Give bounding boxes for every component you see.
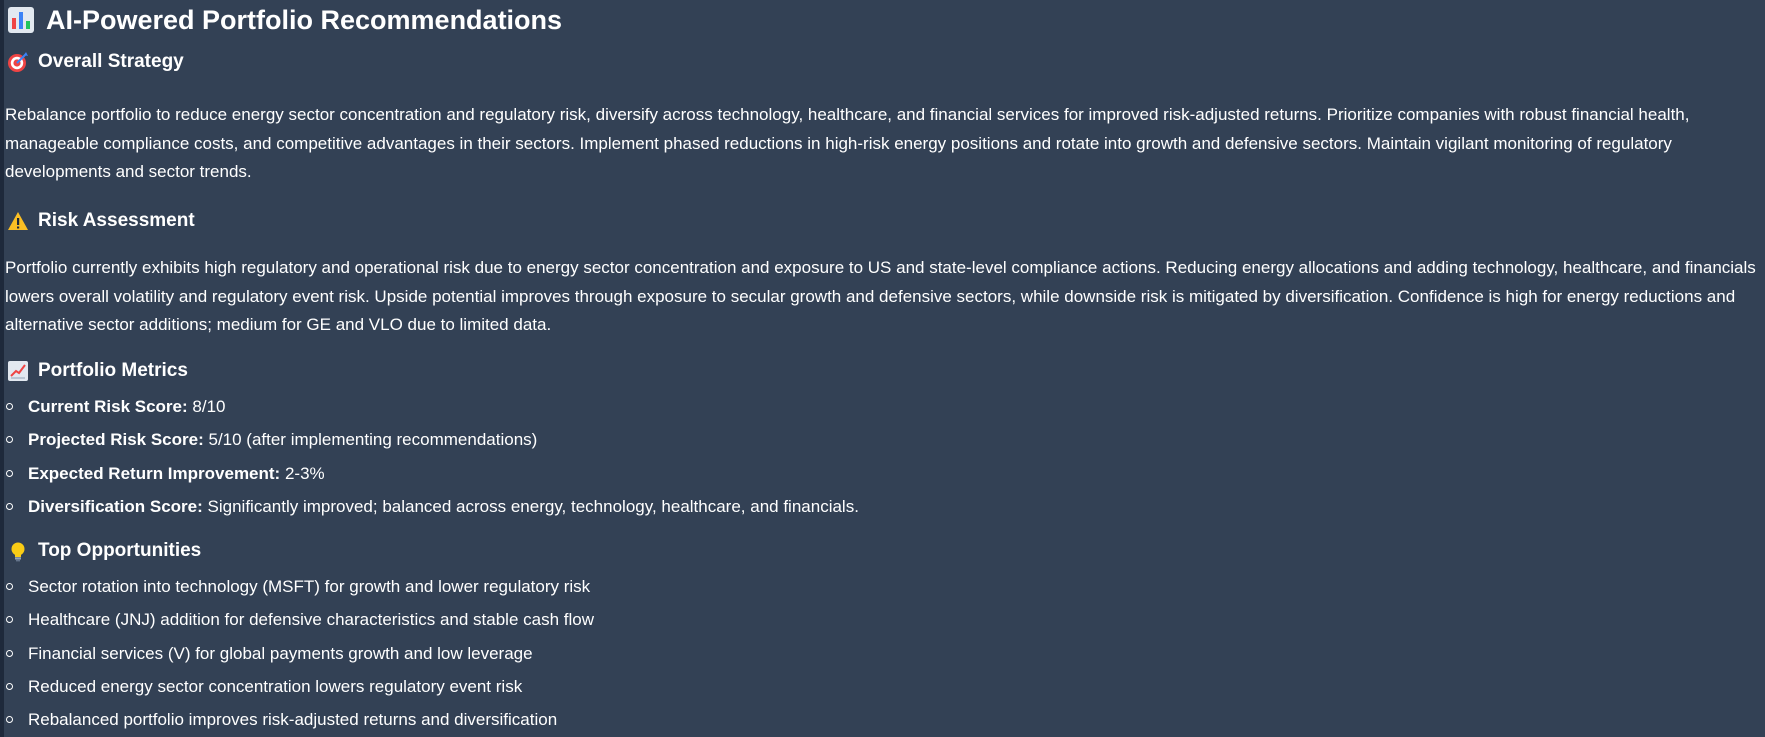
bar-chart-icon bbox=[7, 6, 35, 34]
metric-projected-risk bbox=[5, 423, 1757, 456]
bullet-icon bbox=[6, 470, 13, 477]
risk-heading-text: Risk Assessment bbox=[38, 210, 195, 231]
opportunity-item bbox=[5, 637, 1757, 670]
metric-expected-return bbox=[5, 457, 1757, 490]
bullet-icon bbox=[6, 716, 13, 723]
opportunities-heading-text: Top Opportunities bbox=[38, 540, 202, 561]
risk-text: Portfolio currently exhibits high regulatory and operational risk due to energy sector concentration and exposure to US and state-level compliance actions. Reducing energy allocations and adding technology, healthcare, and financials lowers overall volatility and regulatory event risk. Upside potential improves through exposure to secular growth and defensive sectors, while downside risk is mitigated by diversification. Confidence is high for energy reductions and alternative sector additions; medium for GE and VLO due to limited data. bbox=[5, 258, 1756, 334]
chart-increasing-icon bbox=[7, 360, 29, 382]
opportunity-item bbox=[5, 570, 1757, 603]
page-title-text: AI-Powered Portfolio Recommendations bbox=[46, 5, 563, 35]
opportunity-text: Financial services (V) for global payments growth and low leverage bbox=[28, 643, 533, 663]
bullet-icon bbox=[6, 403, 13, 410]
opportunity-text: Rebalanced portfolio improves risk-adjusted returns and diversification bbox=[28, 710, 558, 730]
opportunity-text: Healthcare (JNJ) addition for defensive characteristics and stable cash flow bbox=[28, 610, 594, 630]
strategy-heading bbox=[7, 49, 184, 75]
opportunity-item bbox=[5, 670, 1757, 703]
metrics-heading-text: Portfolio Metrics bbox=[38, 360, 188, 381]
left-edge-border bbox=[0, 0, 4, 737]
warning-icon bbox=[7, 210, 29, 232]
light-bulb-icon bbox=[7, 540, 29, 562]
metric-value: 2-3% bbox=[284, 463, 325, 483]
opportunities-list bbox=[5, 570, 1757, 736]
direct-hit-icon bbox=[7, 51, 29, 73]
bullet-icon bbox=[6, 616, 13, 623]
metric-diversification bbox=[5, 490, 1757, 523]
metric-value: Significantly improved; balanced across energy, technology, healthcare, and financials. bbox=[207, 496, 859, 516]
bullet-icon bbox=[6, 683, 13, 690]
metrics-list bbox=[5, 390, 1757, 523]
metric-current-risk bbox=[5, 390, 1757, 423]
strategy-heading-text: Overall Strategy bbox=[38, 51, 184, 72]
opportunity-item bbox=[5, 703, 1757, 736]
bullet-icon bbox=[6, 583, 13, 590]
metric-label: Current Risk Score: bbox=[28, 397, 188, 416]
opportunity-text: Sector rotation into technology (MSFT) for growth and lower regulatory risk bbox=[28, 577, 591, 596]
bullet-icon bbox=[6, 503, 13, 510]
metric-value: 5/10 (after implementing recommendations) bbox=[208, 430, 538, 450]
opportunity-item bbox=[5, 603, 1757, 636]
page-title bbox=[7, 2, 562, 38]
strategy-text: Rebalance portfolio to reduce energy sector concentration and regulatory risk, diversify across technology, healthcare, and financial services for improved risk-adjusted returns. Prioritize companies with robust financial health, manageable compliance costs, and competitive advantages in their sectors. Implement phased reductions in high-risk energy positions and rotate into growth and defensive sectors. Maintain vigilant monitoring of regulatory developments and sector trends. bbox=[5, 105, 1690, 181]
opportunities-heading bbox=[7, 538, 201, 564]
opportunity-text: Reduced energy sector concentration lowers regulatory event risk bbox=[28, 676, 523, 696]
metric-label: Diversification Score: bbox=[28, 496, 203, 516]
bullet-icon bbox=[6, 650, 13, 657]
bullet-icon bbox=[6, 436, 13, 443]
metric-label: Expected Return Improvement: bbox=[28, 463, 281, 483]
metric-value: 8/10 bbox=[192, 397, 226, 416]
metric-label: Projected Risk Score: bbox=[28, 430, 204, 450]
risk-heading bbox=[7, 208, 195, 234]
metrics-heading bbox=[7, 358, 188, 384]
